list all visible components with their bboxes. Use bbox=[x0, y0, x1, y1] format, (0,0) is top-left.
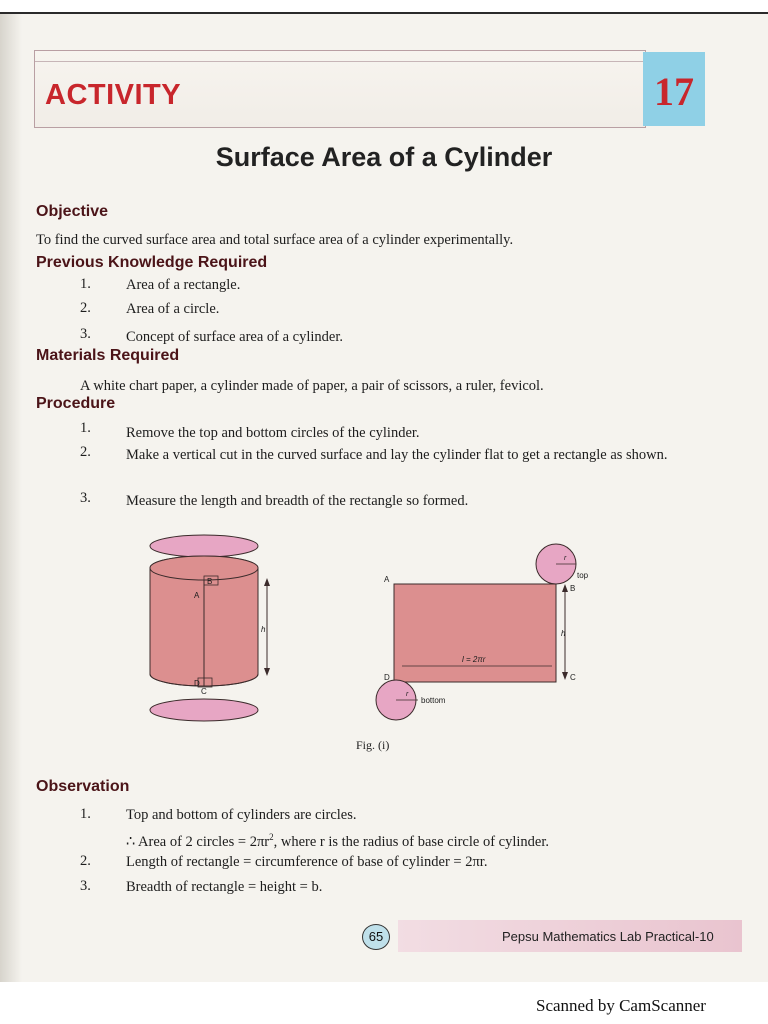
top-circle-shape bbox=[150, 535, 258, 557]
observation-heading: Observation bbox=[36, 778, 130, 795]
activity-number: 17 bbox=[654, 69, 694, 114]
activity-label: ACTIVITY bbox=[45, 79, 182, 111]
list-item: Concept of surface area of a cylinder. bbox=[126, 329, 343, 345]
list-number: 1. bbox=[80, 420, 91, 436]
page-number: 65 bbox=[362, 924, 390, 950]
procedure-heading: Procedure bbox=[36, 395, 116, 412]
book-title: Pepsu Mathematics Lab Practical-10 bbox=[502, 929, 714, 944]
list-item: Remove the top and bottom circles of the cylinder. bbox=[126, 425, 420, 441]
observation-formula-prefix: ∴ Area of 2 circles = 2πr bbox=[126, 833, 270, 850]
list-number: 2. bbox=[80, 444, 91, 460]
list-item: Area of a circle. bbox=[126, 301, 220, 317]
previous-knowledge-heading: Previous Knowledge Required bbox=[36, 254, 268, 271]
arrow-up-icon bbox=[562, 584, 568, 592]
label-h-cylinder: h bbox=[261, 625, 266, 634]
list-item: Breadth of rectangle = height = b. bbox=[126, 879, 323, 895]
scanner-watermark: Scanned by CamScanner bbox=[536, 996, 706, 1015]
label-d-net: D bbox=[384, 673, 390, 682]
label-h-net: h bbox=[561, 629, 566, 638]
list-number: 3. bbox=[80, 878, 91, 894]
label-a-net: A bbox=[384, 575, 390, 584]
label-c-net: C bbox=[570, 673, 576, 682]
list-item: Make a vertical cut in the curved surface and lay the cylinder flat to get a rectangle as shown. bbox=[126, 447, 668, 463]
bottom-circle-shape bbox=[150, 699, 258, 721]
label-a: A bbox=[194, 591, 200, 600]
superscript: 2 bbox=[269, 832, 274, 842]
label-b-net: B bbox=[570, 584, 576, 593]
list-number: 2. bbox=[80, 300, 91, 316]
label-top: top bbox=[577, 571, 589, 580]
activity-banner bbox=[34, 50, 646, 128]
label-d: D bbox=[194, 679, 200, 688]
label-b: B bbox=[207, 577, 213, 586]
rectangle-net-shape bbox=[394, 584, 556, 682]
label-r-bottom: r bbox=[406, 691, 409, 698]
arrow-down-icon bbox=[264, 668, 270, 676]
arrow-down-icon bbox=[562, 672, 568, 680]
label-c: C bbox=[201, 687, 207, 696]
figure-caption: Fig. (i) bbox=[356, 738, 390, 752]
materials-heading: Materials Required bbox=[36, 347, 180, 364]
page-title: Surface Area of a Cylinder bbox=[215, 142, 553, 172]
observation-formula-suffix: , where r is the radius of base circle of cylinder. bbox=[273, 833, 549, 850]
activity-number-box bbox=[643, 52, 705, 126]
list-number: 1. bbox=[80, 276, 91, 292]
list-item: Measure the length and breadth of the rectangle so formed. bbox=[126, 493, 469, 509]
label-length: l = 2πr bbox=[462, 655, 486, 664]
list-item: Top and bottom of cylinders are circles. bbox=[126, 807, 357, 823]
cylinder-net-diagram bbox=[140, 522, 620, 752]
list-item: Area of a rectangle. bbox=[126, 277, 241, 293]
list-number: 3. bbox=[80, 326, 91, 342]
cylinder-figure bbox=[140, 522, 620, 752]
materials-text: A white chart paper, a cylinder made of paper, a pair of scissors, a ruler, fevicol. bbox=[80, 378, 544, 394]
label-bottom: bottom bbox=[421, 696, 446, 705]
arrow-up-icon bbox=[264, 578, 270, 586]
list-item: Length of rectangle = circumference of base of cylinder = 2πr. bbox=[126, 854, 488, 870]
label-r-top: r bbox=[564, 555, 567, 562]
list-number: 2. bbox=[80, 853, 91, 869]
objective-heading: Objective bbox=[36, 203, 109, 220]
list-number: 1. bbox=[80, 806, 91, 822]
list-item bbox=[126, 828, 726, 851]
list-number: 3. bbox=[80, 490, 91, 506]
objective-text: To find the curved surface area and total surface area of a cylinder experimentally. bbox=[36, 232, 514, 248]
